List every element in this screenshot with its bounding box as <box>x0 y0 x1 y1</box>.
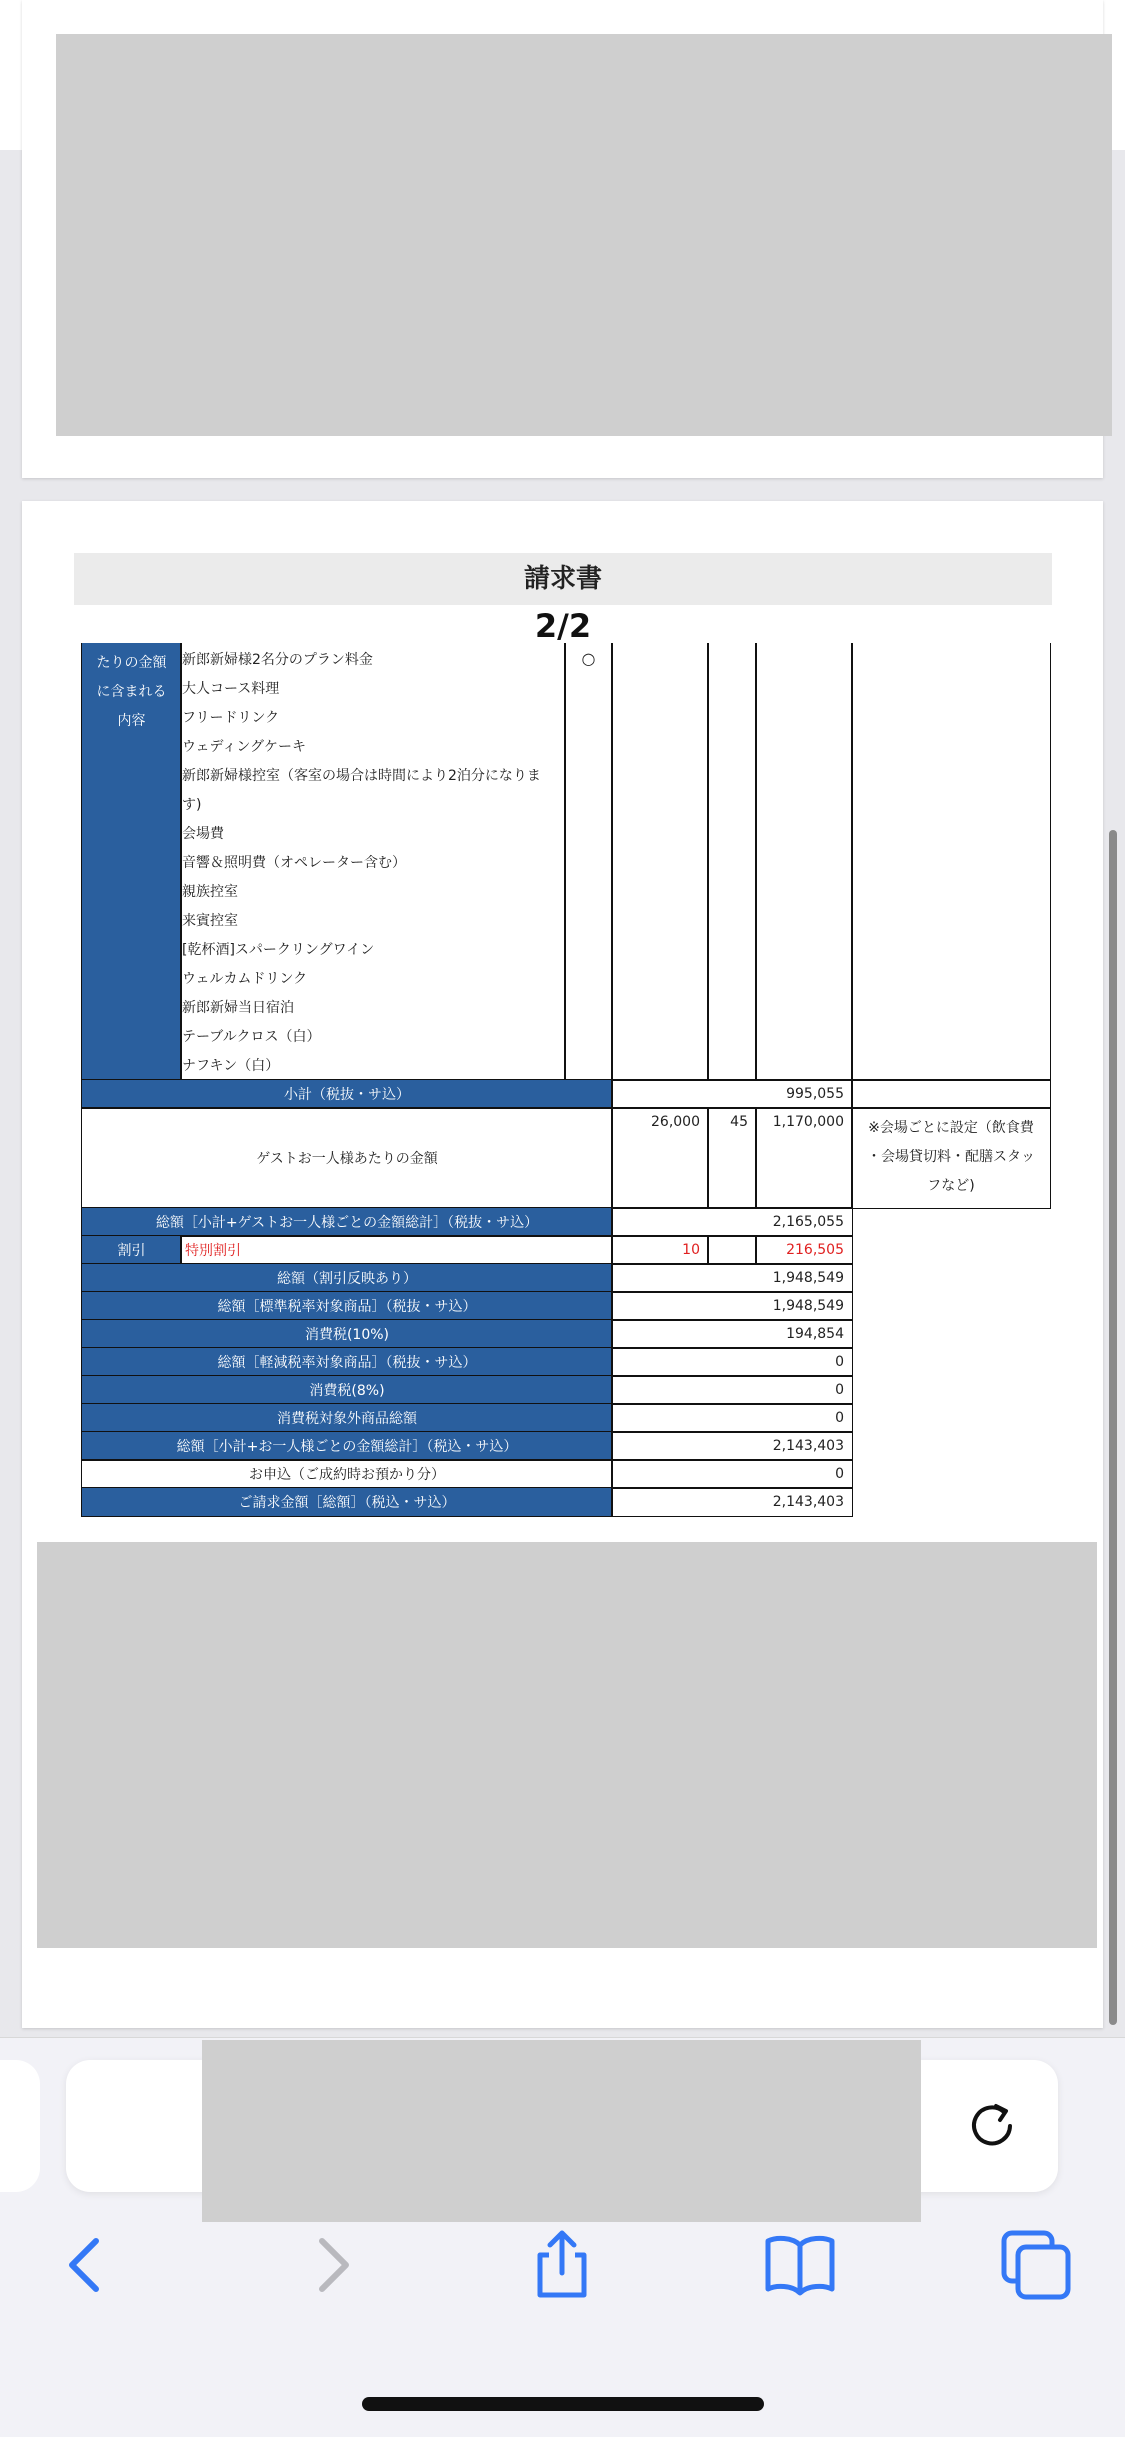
deposit-amount: 0 <box>611 1459 853 1489</box>
deposit-label: お申込（ご成約時お預かり分） <box>81 1459 613 1489</box>
billing-total-amount: 2,143,403 <box>611 1487 853 1517</box>
tabs-icon[interactable] <box>996 2225 1076 2305</box>
empty-cell <box>755 643 853 1081</box>
total-pre-amount: 2,165,055 <box>611 1207 853 1237</box>
guest-unit-price: 26,000 <box>651 1114 700 1130</box>
discount-label: 割引 <box>81 1235 182 1265</box>
included-item: ウェディングケーキ <box>182 739 307 755</box>
summary-label: 消費税対象外商品総額 <box>81 1403 613 1433</box>
included-item: フリードリンク <box>182 710 280 726</box>
section-label-line: 内容 <box>117 713 146 729</box>
page-indicator: 2/2 <box>534 607 592 645</box>
summary-label: 総額［軽減税率対象商品］（税抜・サ込） <box>81 1347 613 1377</box>
summary-label: 消費税(8%) <box>81 1375 613 1405</box>
guest-note-line: ※会場ごとに設定（飲食費 <box>868 1120 1034 1136</box>
included-item: テーブルクロス（白） <box>182 1029 321 1045</box>
document-page-1 <box>22 0 1103 478</box>
guest-note-line: ・会場貸切料・配膳スタッ <box>867 1149 1035 1165</box>
discount-name: 特別割引 <box>180 1235 613 1265</box>
guest-amount: 1,170,000 <box>772 1114 844 1130</box>
summary-label: 総額（割引反映あり） <box>81 1263 613 1293</box>
summary-amount: 1,948,549 <box>611 1263 853 1293</box>
reload-icon[interactable] <box>960 2092 1024 2156</box>
summary-label: 総額［標準税率対象商品］（税抜・サ込） <box>81 1291 613 1321</box>
guest-label: ゲストお一人様あたりの金額 <box>81 1107 613 1209</box>
summary-amount: 2,143,403 <box>611 1431 853 1461</box>
included-item: 音響＆照明費（オペレーター含む） <box>182 855 406 871</box>
empty-cell <box>611 643 709 1081</box>
section-label-line: たりの金額 <box>96 655 167 671</box>
document-title: 請求書 <box>74 553 1052 605</box>
guest-note-cell <box>851 1107 1051 1209</box>
included-item: 新郎新婦当日宿泊 <box>182 1000 294 1016</box>
forward-icon[interactable] <box>290 2225 370 2305</box>
included-item: 新郎新婦様控室（客室の場合は時間により2泊分になりま <box>182 768 541 784</box>
guest-unit-price-cell <box>611 1107 709 1209</box>
discount-amount: 216,505 <box>755 1235 853 1265</box>
guest-quantity-cell <box>707 1107 757 1209</box>
guest-quantity: 45 <box>730 1114 748 1130</box>
summary-label: 総額［小計+お一人様ごとの金額総計］（税込・サ込） <box>81 1431 613 1461</box>
document-page-2 <box>22 501 1103 2028</box>
billing-total-label: ご請求金額［総額］（税込・サ込） <box>81 1487 613 1517</box>
included-item: 来賓控室 <box>182 913 238 929</box>
redacted-region <box>37 1542 1097 1948</box>
summary-amount: 1,948,549 <box>611 1291 853 1321</box>
back-icon[interactable] <box>48 2225 128 2305</box>
summary-amount: 194,854 <box>611 1319 853 1349</box>
redacted-region <box>56 34 1112 436</box>
bookmarks-icon[interactable] <box>760 2225 840 2305</box>
included-item: ウェルカムドリンク <box>182 971 308 987</box>
section-label-cell <box>81 643 182 1081</box>
guest-amount-cell <box>755 1107 853 1209</box>
empty-cell <box>851 1079 1051 1109</box>
discount-rate: 10 <box>611 1235 709 1265</box>
summary-amount: 0 <box>611 1347 853 1377</box>
redacted-url <box>202 2040 921 2222</box>
total-pre-label: 総額［小計+ゲストお一人様ごとの金額総計］（税抜・サ込） <box>81 1207 613 1237</box>
empty-cell <box>851 643 1051 1081</box>
summary-amount: 0 <box>611 1403 853 1433</box>
included-mark: ○ <box>581 649 596 668</box>
home-indicator[interactable] <box>362 2397 764 2411</box>
summary-amount: 0 <box>611 1375 853 1405</box>
included-item: [乾杯酒]スパークリングワイン <box>182 942 375 958</box>
included-item: 大人コース料理 <box>182 681 280 697</box>
previous-tab-pill[interactable] <box>0 2060 40 2192</box>
empty-cell <box>707 1235 757 1265</box>
included-item: 親族控室 <box>182 884 238 900</box>
included-item: す) <box>182 797 202 813</box>
included-item: 会場費 <box>182 826 224 842</box>
guest-note-line: フなど) <box>927 1178 975 1194</box>
section-label-line: に含まれる <box>96 684 167 700</box>
included-item: ナフキン（白） <box>182 1058 280 1074</box>
share-icon[interactable] <box>522 2225 602 2305</box>
included-mark-cell <box>564 643 613 1081</box>
subtotal-amount: 995,055 <box>611 1079 853 1109</box>
included-item: 新郎新婦様2名分のプラン料金 <box>182 652 373 668</box>
scrollbar[interactable] <box>1109 830 1117 2025</box>
empty-cell <box>707 643 757 1081</box>
summary-label: 消費税(10%) <box>81 1319 613 1349</box>
subtotal-label: 小計（税抜・サ込） <box>81 1079 613 1109</box>
